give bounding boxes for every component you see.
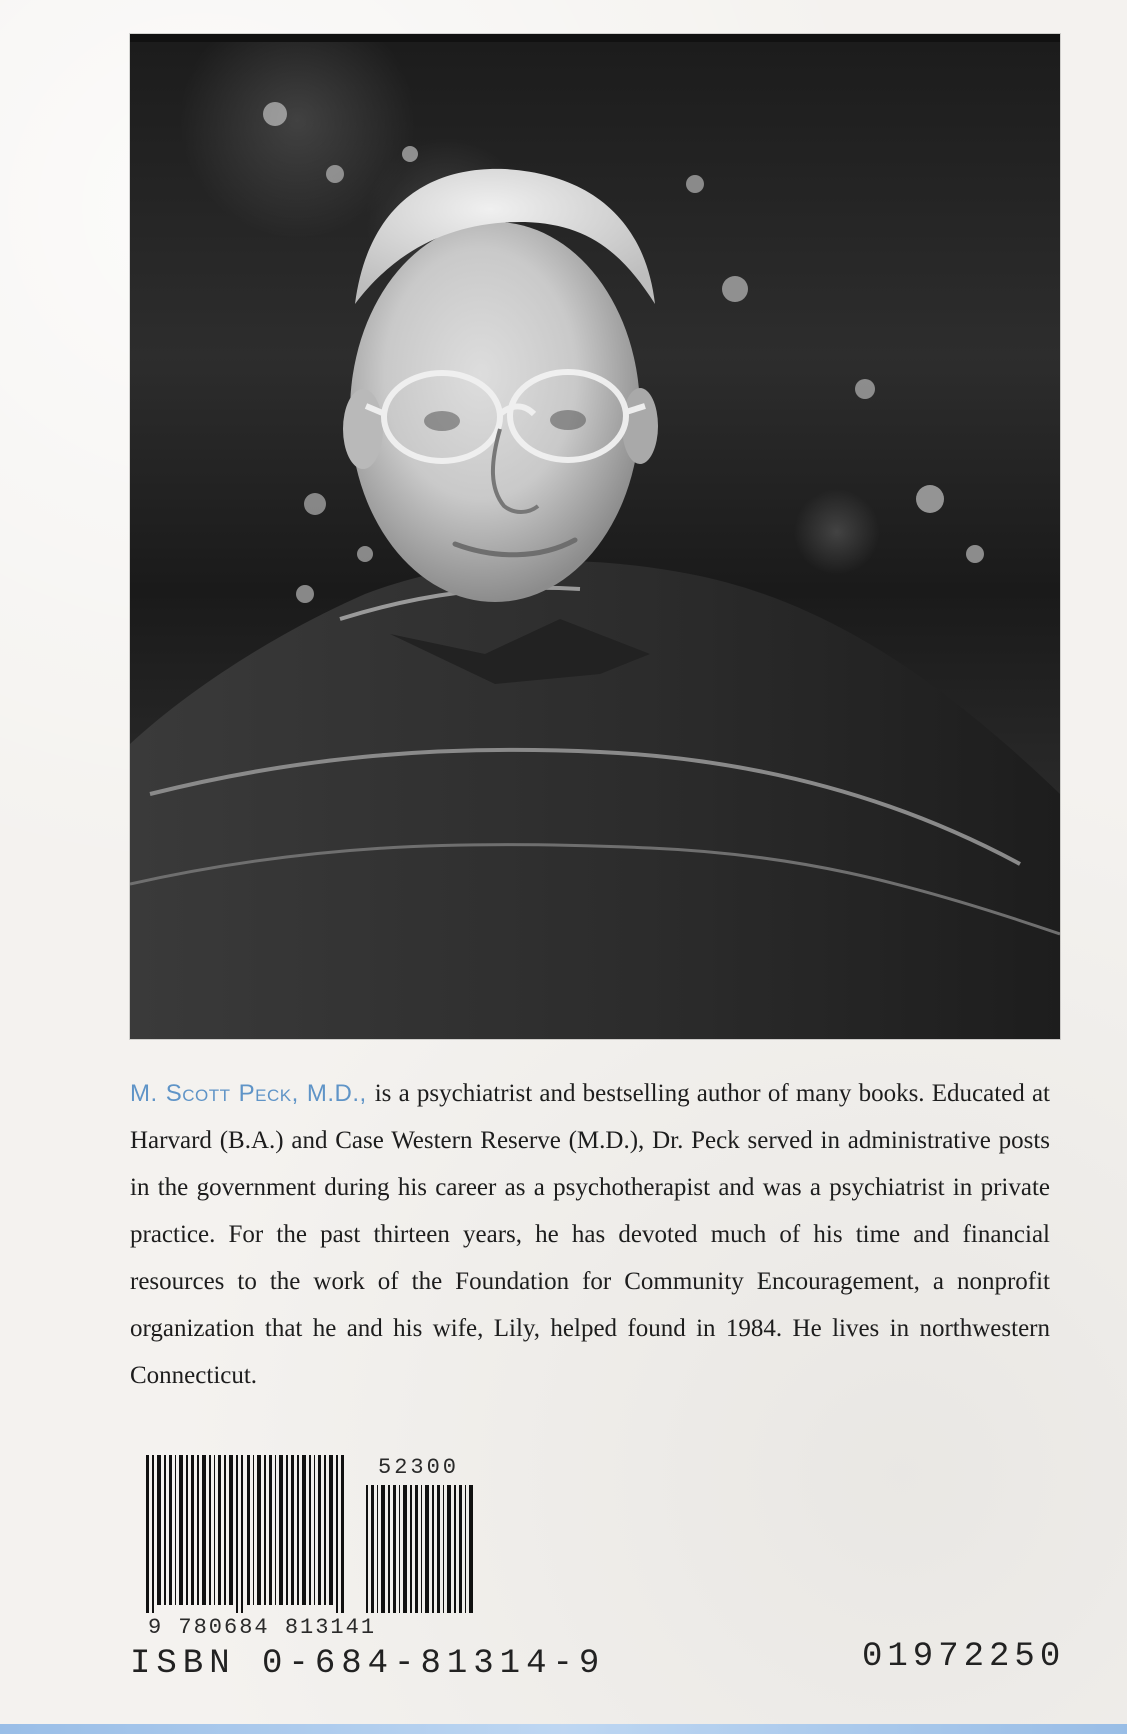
- author-bio: [130, 1070, 1050, 1399]
- author-name: M. Scott Peck, M.D.,: [130, 1080, 367, 1107]
- barcode-addon-icon: [366, 1485, 476, 1613]
- catalog-code: 01972250: [862, 1638, 1066, 1676]
- isbn-value: 0-684-81314-9: [262, 1645, 606, 1683]
- face: [350, 222, 640, 602]
- barcode-block: [146, 1455, 476, 1645]
- isbn-line: [130, 1645, 605, 1683]
- left-ear: [343, 389, 383, 469]
- isbn-label: ISBN: [130, 1645, 236, 1683]
- bio-text: is a psychiatrist and bestselling author of many books. Educated at Harvard (B.A.) and Case Western Reserve (M.D.), Dr. Peck served in administrative posts in the government during his career as a psychotherapist and was a psychiatrist in private practice. For the past thirteen years, he has devoted much of his time and financial resources to the work of the Foundation for Community Encouragement, a nonprofit organization that he and his wife, Lily, helped found in 1984. He lives in northwestern Connecticut.: [130, 1080, 1050, 1389]
- barcode-main-digits: 9 780684 813141: [148, 1615, 377, 1640]
- portrait-illustration: [130, 34, 1060, 1039]
- barcode-icon: [146, 1455, 346, 1613]
- barcode-addon-digits: 52300: [378, 1455, 460, 1480]
- bottom-color-strip: [0, 1724, 1127, 1734]
- shirt: [130, 561, 1060, 1039]
- author-photo: [130, 34, 1060, 1039]
